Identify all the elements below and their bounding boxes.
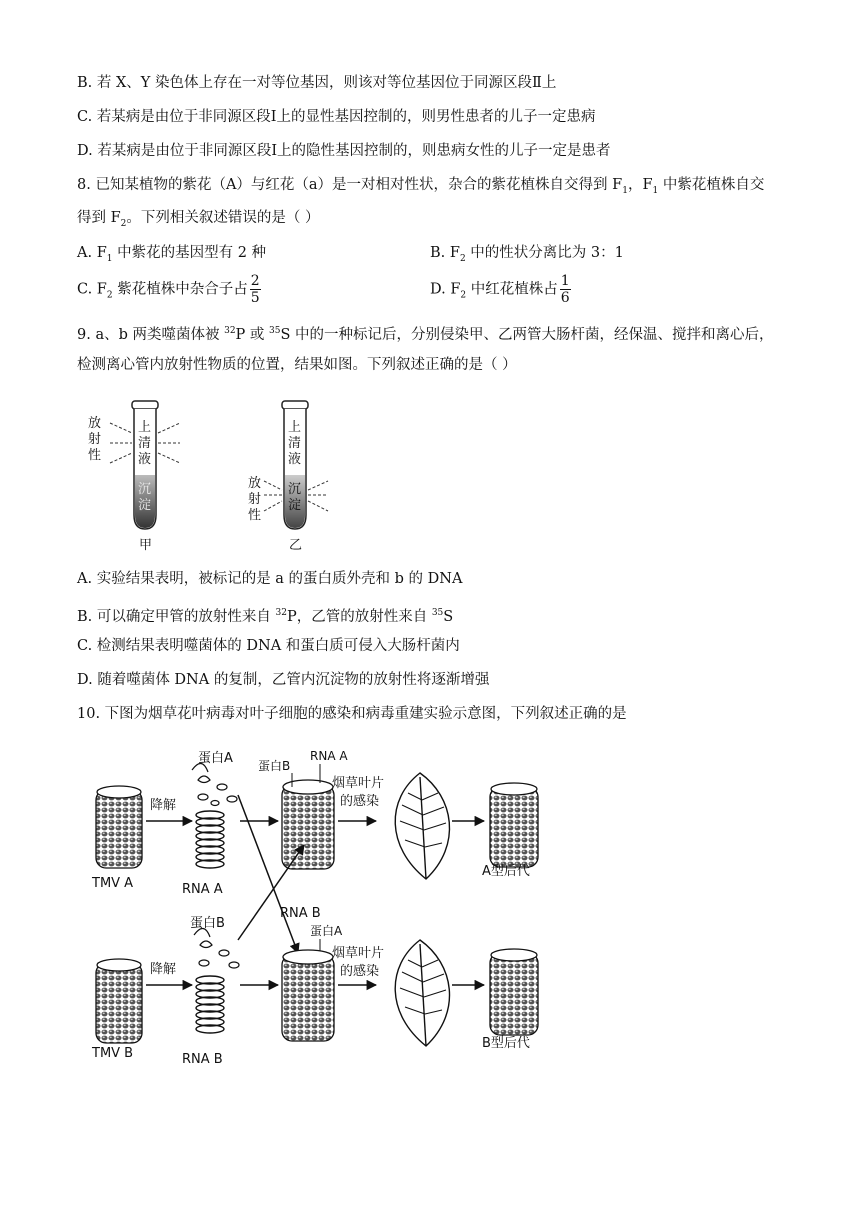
label-infect-top-1: 烟草叶片: [332, 776, 385, 791]
fraction-2-5: $\frac{2}{5}$: [250, 273, 260, 306]
label-protein-b: 蛋白B: [190, 916, 225, 931]
label-radio-3: 性: [88, 448, 102, 463]
tmv-b-virus: [96, 959, 142, 1043]
label-degrade-a: 降解: [150, 798, 177, 813]
centrifuge-tubes-figure: [80, 395, 340, 555]
q8-option-c: C. $F_2$ 紫花植株中杂合子占 $\frac{2}{5}$: [77, 273, 260, 306]
q7-option-d: D. 若某病是由位于非同源区段Ⅰ上的隐性基因控制的，则患病女性的儿子一定是患者: [77, 143, 611, 159]
label-precip-2: 淀: [138, 498, 152, 513]
label-super-2: 清: [138, 436, 152, 451]
q7-option-b: B. 若 X、Y 染色体上存在一对等位基因，则该对等位基因位于同源区段Ⅱ上: [77, 75, 557, 91]
label-precip-b2: 淀: [288, 498, 302, 513]
label-rna-a: RNA A: [182, 882, 223, 897]
q8-option-a: A. $F_1$ 中紫花的基因型有 2 种: [77, 245, 267, 264]
label-super-b1: 上: [288, 420, 302, 435]
label-precip-1: 沉: [138, 482, 152, 497]
label-super-b3: 液: [288, 452, 302, 467]
label-precip-b1: 沉: [288, 482, 302, 497]
label-rna-b-cross: RNA B: [280, 906, 321, 921]
rna-a-coil: [196, 811, 224, 868]
label-infect-top-2: 的感染: [340, 794, 380, 809]
label-offspring-a: A型后代: [482, 864, 530, 879]
label-rna-b: RNA B: [182, 1052, 223, 1067]
label-super-b2: 清: [288, 436, 302, 451]
q7-option-c: C. 若某病是由位于非同源区段Ⅰ上的显性基因控制的，则男性患者的儿子一定患病: [77, 109, 596, 125]
label-radio-b2: 射: [248, 492, 262, 507]
tube-jia: [88, 401, 180, 553]
reconstructed-virus-top: [282, 780, 334, 869]
q10-stem: 10. 下图为烟草花叶病毒对叶子细胞的感染和病毒重建实验示意图，下列叙述正确的是: [77, 706, 627, 722]
q8-option-b: B. $F_2$ 中的性状分离比为 3：1: [430, 245, 624, 264]
reconstructed-virus-bottom: [282, 950, 334, 1041]
offspring-a-virus: [490, 783, 538, 867]
q8-stem-line1: 8. 已知某植物的紫花（A）与红花（a）是一对相对性状，杂合的紫花植株自交得到 $F_1$，$F_1$ 中紫花植株自交: [77, 177, 765, 196]
rna-b-coil: [196, 976, 224, 1033]
q9-option-b: B. 可以确定甲管的放射性来自 $^{32}$P，乙管的放射性来自 $^{35}$S: [77, 608, 454, 625]
label-offspring-b: B型后代: [482, 1036, 530, 1051]
offspring-b-virus: [490, 949, 538, 1035]
q9-stem-line1: 9. a、b 两类噬菌体被 $^{32}$P 或 $^{35}$S 中的一种标记后，分别侵染甲、乙两管大肠杆菌，经保温、搅拌和离心后，: [77, 326, 774, 343]
tmv-reconstruction-figure: [80, 735, 560, 1075]
label-radio-1: 放: [88, 416, 102, 431]
tobacco-leaf-bottom: [395, 940, 449, 1046]
tube-jia-label: 甲: [139, 538, 153, 553]
label-degrade-b: 降解: [150, 962, 177, 977]
label-super-3: 液: [138, 452, 152, 467]
q8-option-d: D. $F_2$ 中红花植株占 $\frac{1}{6}$: [430, 273, 570, 306]
label-protein-a: 蛋白A: [198, 751, 233, 766]
label-radio-2: 射: [88, 432, 102, 447]
label-tmv-b: TMV B: [92, 1046, 134, 1061]
label-radio-b3: 性: [248, 508, 262, 523]
fraction-1-6: $\frac{1}{6}$: [560, 273, 570, 306]
tmv-a-virus: [96, 786, 142, 868]
q9-option-c: C. 检测结果表明噬菌体的 DNA 和蛋白质可侵入大肠杆菌内: [77, 638, 460, 654]
q9-stem-line2: 检测离心管内放射性物质的位置，结果如图。下列叙述正确的是（ ）: [77, 357, 517, 373]
q9-option-d: D. 随着噬菌体 DNA 的复制，乙管内沉淀物的放射性将逐渐增强: [77, 672, 490, 688]
protein-b-fragments: [194, 928, 239, 968]
tobacco-leaf-top: [395, 773, 449, 879]
tube-yi-label: 乙: [289, 538, 303, 553]
label-infect-bottom-2: 的感染: [340, 964, 380, 979]
label-protein-a-bottom: 蛋白A: [310, 924, 343, 938]
label-super-1: 上: [138, 420, 152, 435]
label-infect-bottom-1: 烟草叶片: [332, 946, 385, 961]
label-rna-a-top: RNA A: [310, 749, 348, 763]
q8-stem-line2: 得到 $F_2$。下列相关叙述错误的是（ ）: [77, 210, 320, 229]
label-protein-b-top: 蛋白B: [258, 759, 291, 773]
tube-yi: [248, 401, 328, 553]
protein-a-fragments: [192, 763, 237, 805]
label-tmv-a: TMV A: [92, 876, 134, 891]
label-radio-b1: 放: [248, 476, 262, 491]
q9-option-a: A. 实验结果表明，被标记的是 a 的蛋白质外壳和 b 的 DNA: [77, 571, 463, 587]
